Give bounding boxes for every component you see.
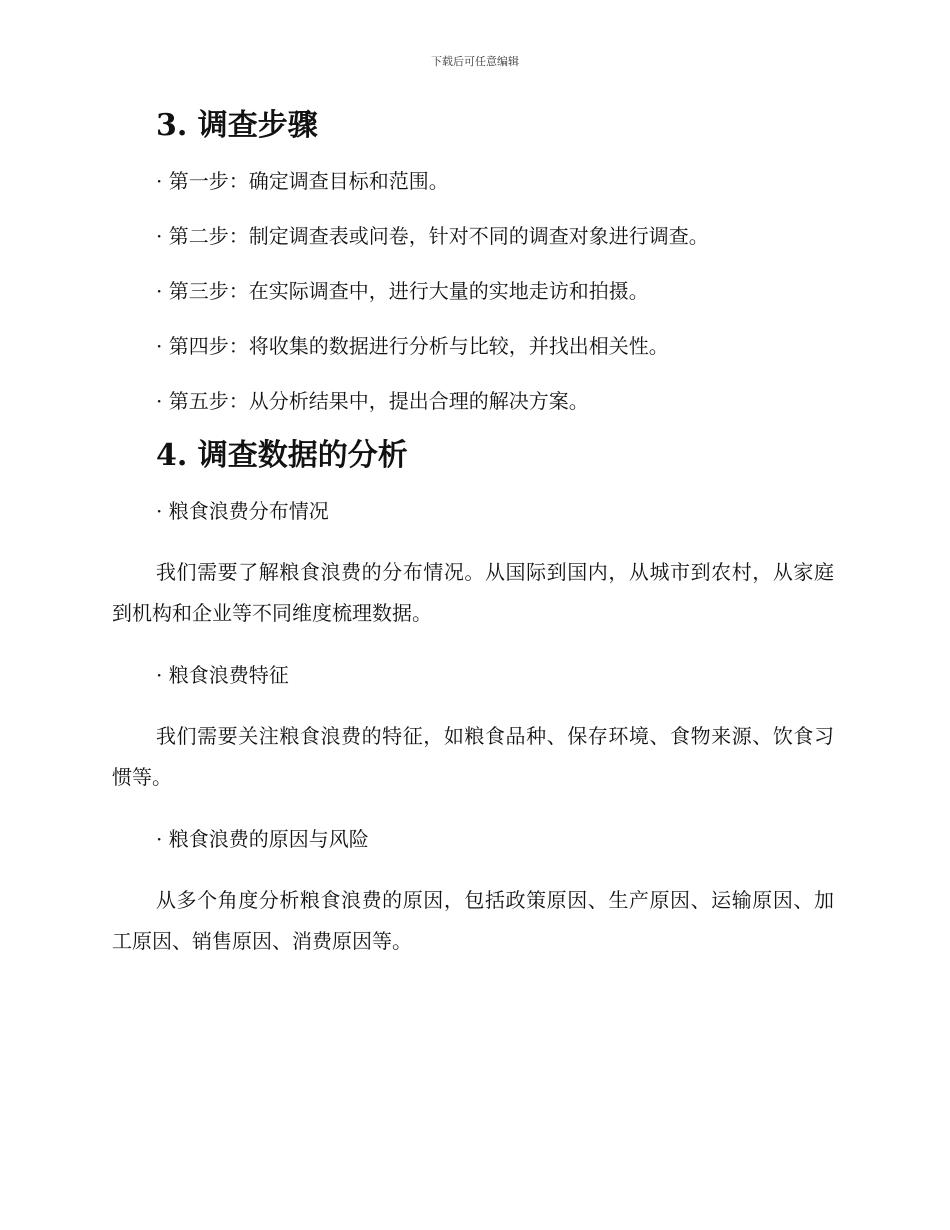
step-item: · 第四步：将收集的数据进行分析与比较，并找出相关性。 xyxy=(156,334,669,358)
document-body xyxy=(112,108,834,989)
subheading: · 粮食浪费特征 xyxy=(156,663,289,687)
section-heading: 3. 调查步骤 xyxy=(156,108,318,143)
step-item: · 第一步：确定调查目标和范围。 xyxy=(156,169,449,193)
paragraph: 我们需要了解粮食浪费的分布情况。从国际到国内，从城市到农村，从家庭到机构和企业等不同维度梳理数据。 xyxy=(112,560,834,625)
paragraph: 我们需要关注粮食浪费的特征，如粮食品种、保存环境、食物来源、饮食习惯等。 xyxy=(112,724,834,789)
subheading: · 粮食浪费的原因与风险 xyxy=(156,827,369,851)
step-item: · 第三步：在实际调查中，进行大量的实地走访和拍摄。 xyxy=(156,279,649,303)
section-4 xyxy=(112,438,834,962)
step-item: · 第二步：制定调查表或问卷，针对不同的调查对象进行调查。 xyxy=(156,224,709,248)
section-heading: 4. 调查数据的分析 xyxy=(156,438,408,473)
paragraph: 从多个角度分析粮食浪费的原因，包括政策原因、生产原因、运输原因、加工原因、销售原因、消费原因等。 xyxy=(112,888,834,953)
section-3 xyxy=(112,108,834,442)
page-header: 下载后可任意编辑 xyxy=(431,55,519,68)
step-item: · 第五步：从分析结果中，提出合理的解决方案。 xyxy=(156,389,589,413)
subheading: · 粮食浪费分布情况 xyxy=(156,499,329,523)
